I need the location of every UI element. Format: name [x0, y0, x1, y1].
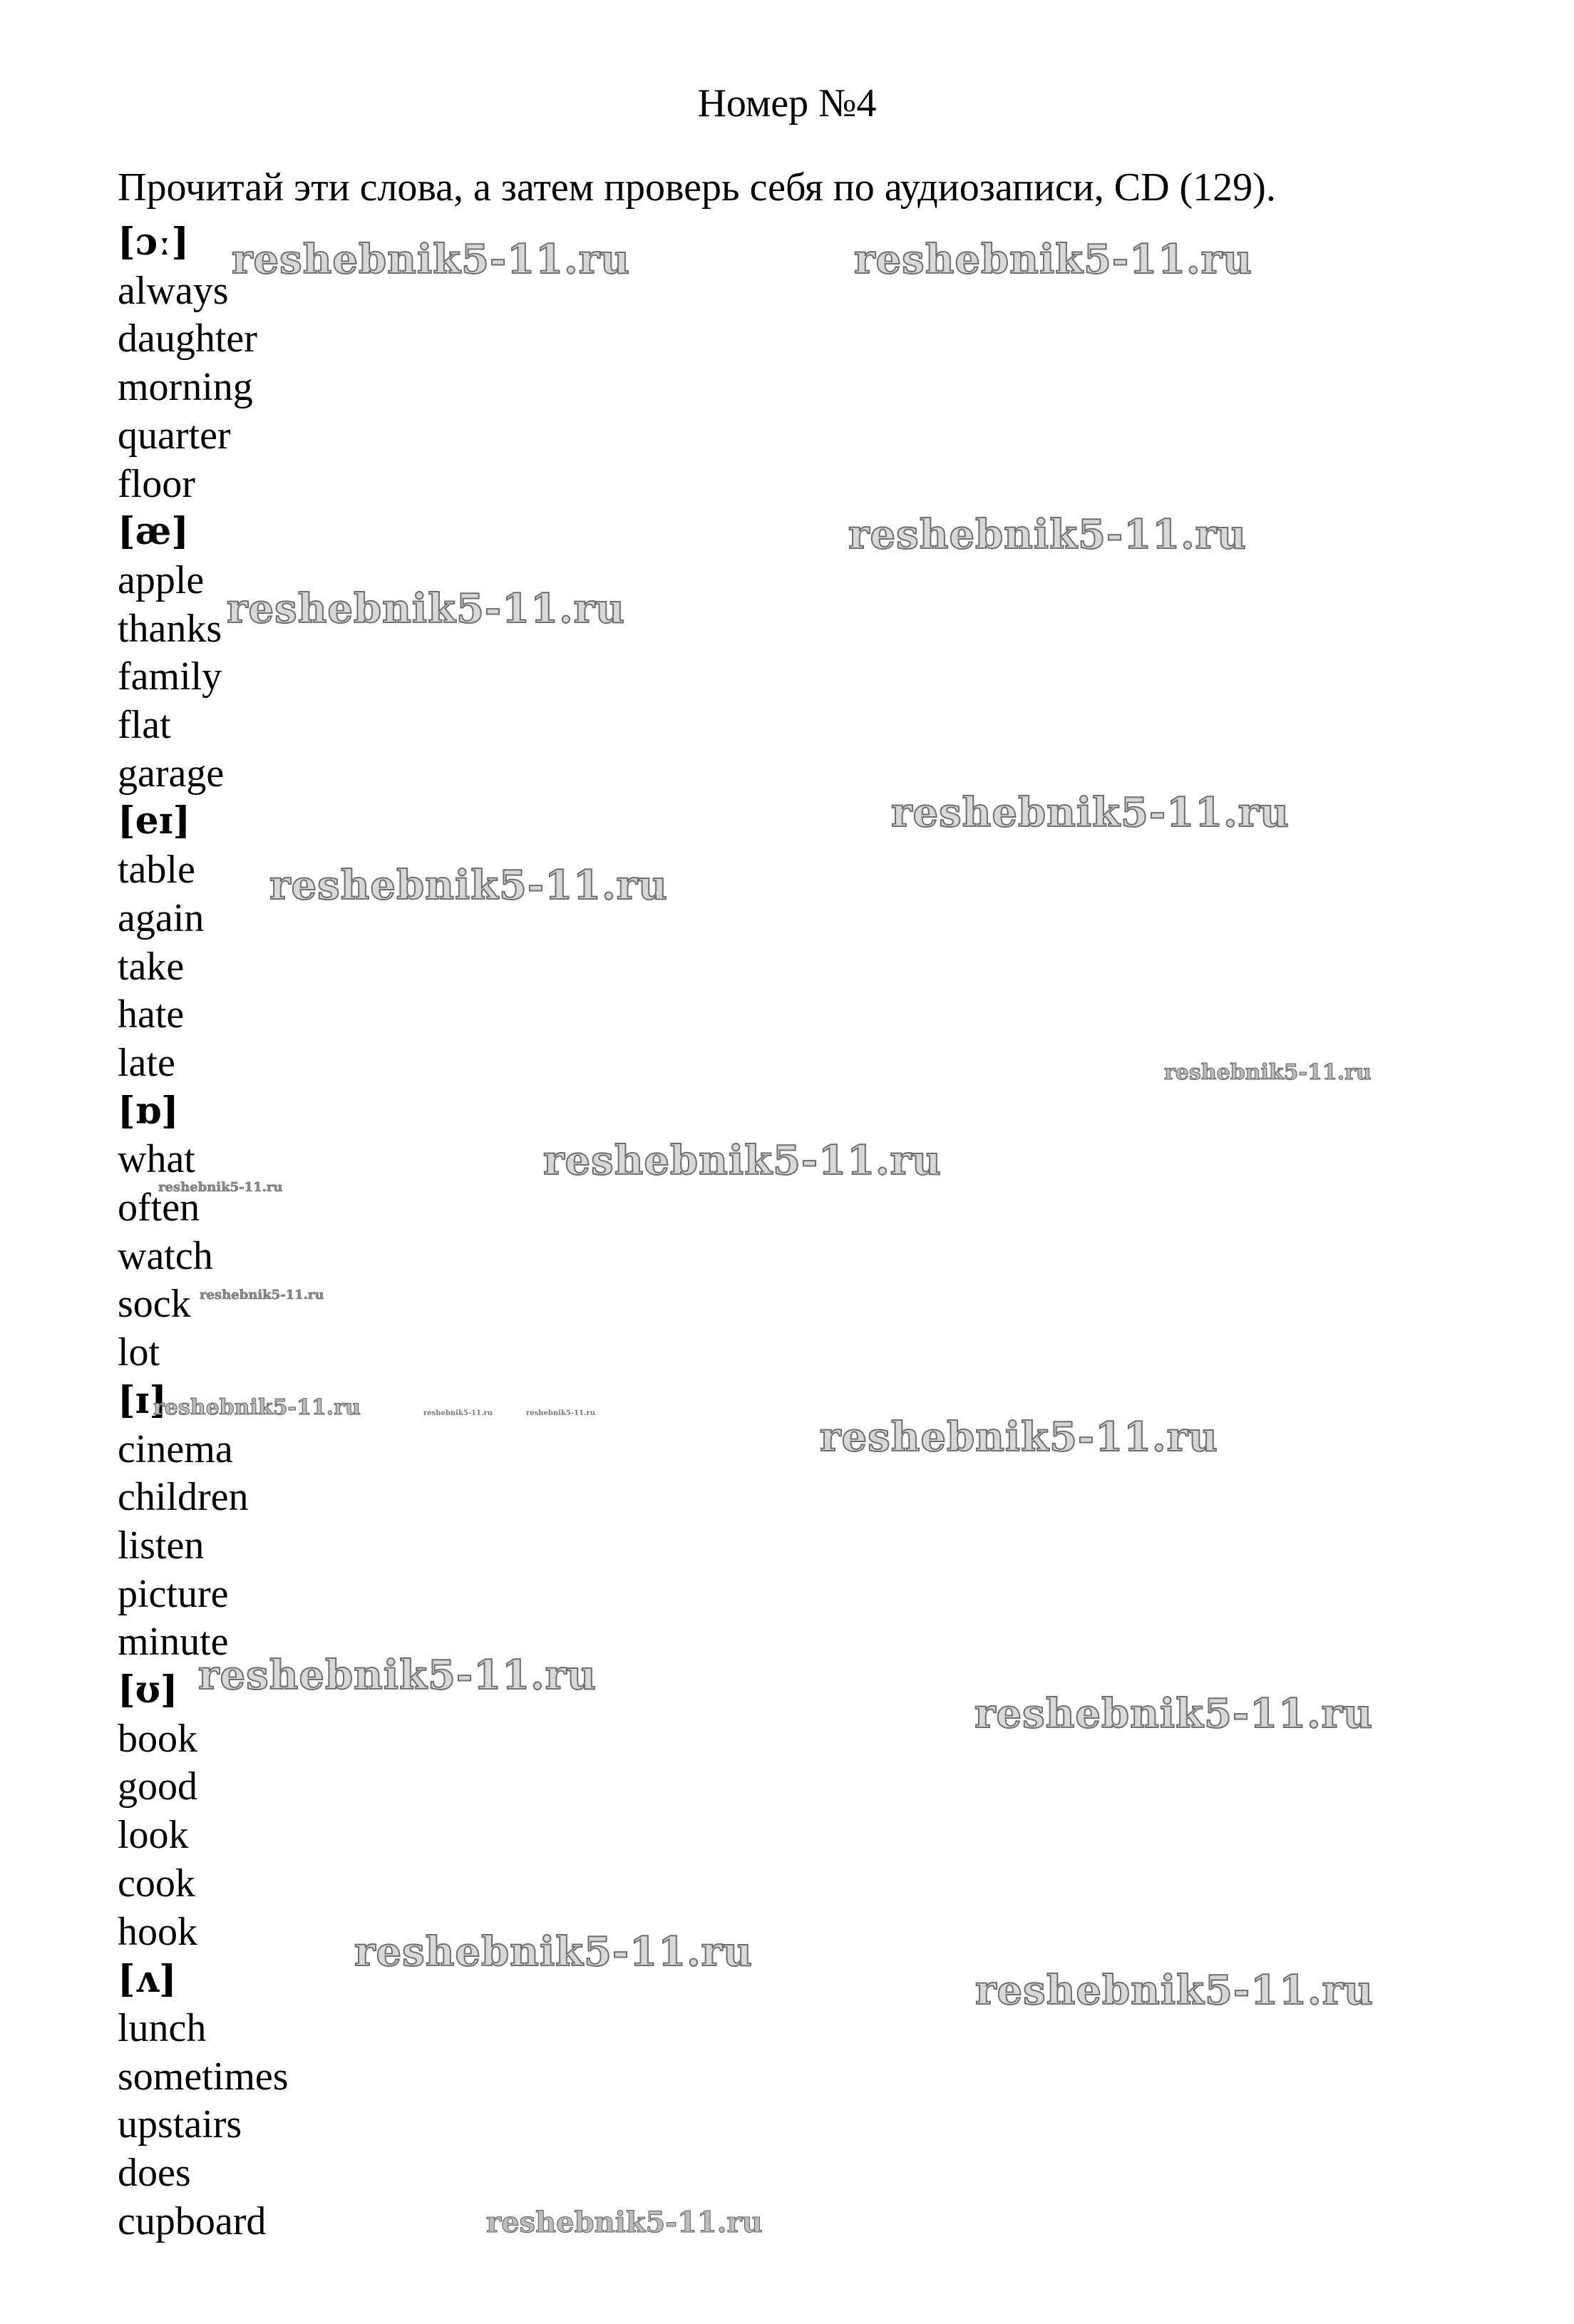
watermark: reshebnik5-11.ru: [974, 1690, 1373, 1737]
watermark: reshebnik5-11.ru: [198, 1652, 597, 1699]
word-item: always: [118, 269, 229, 313]
word-item: book: [118, 1717, 197, 1761]
word-item: late: [118, 1041, 175, 1085]
watermark: reshebnik5-11.ru: [848, 511, 1247, 558]
phoneme-header: [ɒ]: [118, 1089, 179, 1133]
phoneme-header: [ɪ]: [118, 1379, 167, 1422]
word-item: good: [118, 1764, 197, 1809]
word-item: hook: [118, 1910, 197, 1954]
word-item: cook: [118, 1861, 195, 1906]
watermark: reshebnik5-11.ru: [1164, 1060, 1372, 1085]
word-item: often: [118, 1186, 200, 1230]
word-item: table: [118, 848, 195, 892]
word-item: picture: [118, 1572, 229, 1616]
phoneme-header: [ʌ]: [118, 1958, 177, 2001]
word-item: take: [118, 945, 185, 989]
watermark: reshebnik5-11.ru: [526, 1409, 595, 1417]
word-item: minute: [118, 1620, 229, 1664]
phoneme-header: [ʊ]: [118, 1668, 178, 1712]
watermark: reshebnik5-11.ru: [227, 585, 625, 632]
word-item: hate: [118, 992, 185, 1037]
word-item: again: [118, 896, 205, 940]
word-item: watch: [118, 1234, 213, 1278]
word-item: children: [118, 1475, 249, 1519]
watermark: reshebnik5-11.ru: [423, 1409, 493, 1417]
watermark: reshebnik5-11.ru: [158, 1180, 283, 1195]
word-item: flat: [118, 703, 171, 747]
word-item: quarter: [118, 413, 231, 458]
watermark: reshebnik5-11.ru: [543, 1137, 942, 1184]
instruction-text: Прочитай эти слова, а затем проверь себя по аудиозаписи, CD (129).: [118, 165, 1276, 210]
word-item: look: [118, 1813, 189, 1857]
word-item: upstairs: [118, 2102, 242, 2146]
watermark: reshebnik5-11.ru: [354, 1928, 753, 1975]
watermark: reshebnik5-11.ru: [200, 1287, 324, 1302]
watermark: reshebnik5-11.ru: [820, 1414, 1218, 1461]
page-title: Номер №4: [697, 81, 877, 125]
watermark: reshebnik5-11.ru: [891, 789, 1290, 836]
word-item: garage: [118, 751, 225, 796]
watermark: reshebnik5-11.ru: [854, 236, 1252, 283]
word-item: what: [118, 1137, 195, 1181]
word-item: morning: [118, 365, 253, 409]
word-item: cupboard: [118, 2199, 267, 2243]
phoneme-header: [æ]: [118, 510, 189, 553]
word-item: apple: [118, 558, 205, 602]
word-item: family: [118, 654, 222, 699]
word-item: listen: [118, 1523, 205, 1568]
phoneme-header: [ɔː]: [118, 220, 190, 264]
word-item: sometimes: [118, 2055, 289, 2099]
word-item: thanks: [118, 607, 222, 651]
watermark: reshebnik5-11.ru: [232, 236, 630, 283]
word-item: floor: [118, 462, 195, 506]
word-item: does: [118, 2151, 191, 2195]
watermark: reshebnik5-11.ru: [486, 2206, 763, 2239]
phoneme-header: [eɪ]: [118, 799, 191, 843]
watermark: reshebnik5-11.ru: [975, 1967, 1374, 2014]
watermark: reshebnik5-11.ru: [153, 1395, 361, 1420]
watermark: reshebnik5-11.ru: [269, 862, 668, 909]
word-item: sock: [118, 1282, 191, 1326]
word-item: lot: [118, 1330, 160, 1374]
word-item: lunch: [118, 2006, 207, 2050]
word-item: cinema: [118, 1427, 233, 1471]
word-item: daughter: [118, 317, 257, 361]
